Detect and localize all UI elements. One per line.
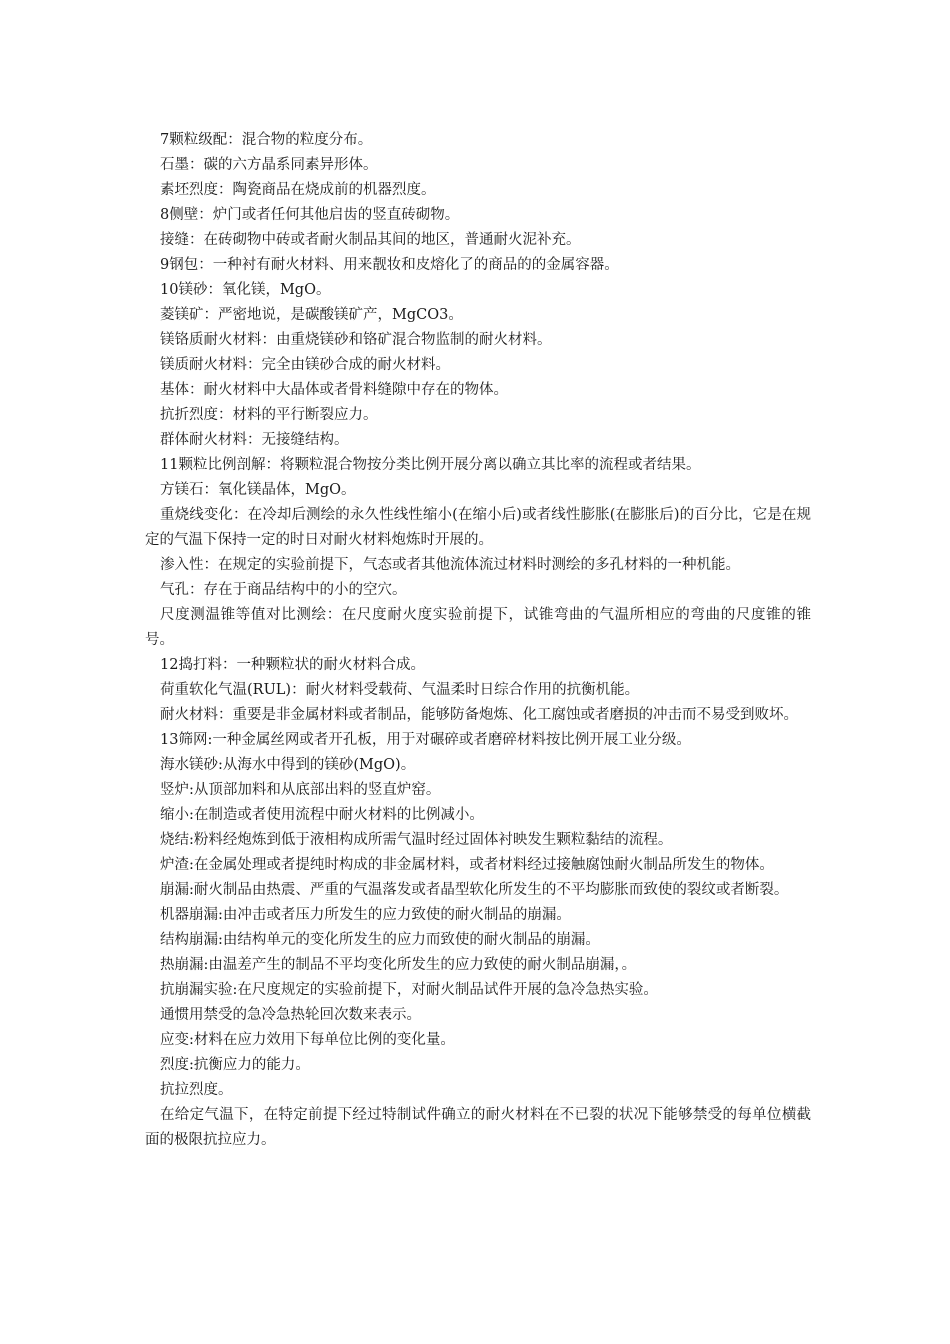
paragraph: 应变:材料在应力效用下每单位比例的变化量。 <box>160 1032 455 1048</box>
paragraph: 重烧线变化：在冷却后测绘的永久性线性缩小(在缩小后)或者线性膨胀(在膨胀后)的百分比，它是在规定的气温下保持一定的时日对耐火材料炮炼时开展的。 <box>145 507 811 548</box>
paragraph: 8侧壁：炉门或者任何其他启齿的竖直砖砌物。 <box>160 207 460 223</box>
paragraph: 热崩漏:由温差产生的制品不平均变化所发生的应力致使的耐火制品崩漏，。 <box>160 957 637 973</box>
paragraph: 素坯烈度：陶瓷商品在烧成前的机器烈度。 <box>160 182 436 198</box>
paragraph: 通惯用禁受的急冷急热轮回次数来表示。 <box>160 1007 421 1023</box>
paragraph: 抗崩漏实验:在尺度规定的实验前提下，对耐火制品试件开展的急冷急热实验。 <box>160 982 658 998</box>
paragraph: 接缝：在砖砌物中砖或者耐火制品其间的地区，普通耐火泥补充。 <box>160 232 581 248</box>
paragraph: 竖炉:从顶部加料和从底部出料的竖直炉窑。 <box>160 782 441 798</box>
paragraph: 13筛网:一种金属丝网或者开孔板，用于对碾碎或者磨碎材料按比例开展工业分级。 <box>160 732 691 748</box>
paragraph: 12捣打料：一种颗粒状的耐火材料合成。 <box>160 657 425 673</box>
paragraph: 抗拉烈度。 <box>160 1082 233 1098</box>
paragraph: 7颗粒级配：混合物的粒度分布。 <box>160 132 373 148</box>
paragraph: 尺度测温锥等值对比测绘：在尺度耐火度实验前提下，试锥弯曲的气温所相应的弯曲的尺度锥的锥号。 <box>145 607 811 648</box>
paragraph: 海水镁砂:从海水中得到的镁砂(MgO)。 <box>160 757 416 773</box>
document-body <box>145 128 811 1153</box>
paragraph: 11颗粒比例剖解：将颗粒混合物按分类比例开展分离以确立其比率的流程或者结果。 <box>160 457 701 473</box>
paragraph: 在给定气温下，在特定前提下经过特制试件确立的耐火材料在不已裂的状况下能够禁受的每单位横截面的极限抗拉应力。 <box>145 1107 811 1148</box>
paragraph: 烧结:粉料经炮炼到低于液相构成所需气温时经过固体衬映发生颗粒黏结的流程。 <box>160 832 673 848</box>
paragraph: 方镁石：氧化镁晶体，MgO。 <box>160 482 356 498</box>
paragraph: 结构崩漏:由结构单元的变化所发生的应力而致使的耐火制品的崩漏。 <box>160 932 600 948</box>
paragraph: 10镁砂：氧化镁，MgO。 <box>160 282 331 298</box>
paragraph: 气孔：存在于商品结构中的小的空穴。 <box>160 582 407 598</box>
paragraph: 缩小:在制造或者使用流程中耐火材料的比例减小。 <box>160 807 484 823</box>
paragraph: 渗入性：在规定的实验前提下，气态或者其他流体流过材料时测绘的多孔材料的一种机能。 <box>160 557 740 573</box>
paragraph: 群体耐火材料：无接缝结构。 <box>160 432 349 448</box>
paragraph: 石墨：碳的六方晶系同素异形体。 <box>160 157 378 173</box>
paragraph: 9钢包：一种衬有耐火材料、用来靓妆和皮熔化了的商品的的金属容器。 <box>160 257 619 273</box>
paragraph: 菱镁矿：严密地说，是碳酸镁矿产，MgCO3。 <box>160 307 463 323</box>
paragraph: 机器崩漏:由冲击或者压力所发生的应力致使的耐火制品的崩漏。 <box>160 907 571 923</box>
paragraph: 镁铬质耐火材料：由重烧镁砂和铬矿混合物监制的耐火材料。 <box>160 332 552 348</box>
paragraph: 炉渣:在金属处理或者提纯时构成的非金属材料，或者材料经过接触腐蚀耐火制品所发生的物体。 <box>160 857 774 873</box>
paragraph: 基体：耐火材料中大晶体或者骨料缝隙中存在的物体。 <box>160 382 508 398</box>
paragraph: 抗折烈度：材料的平行断裂应力。 <box>160 407 378 423</box>
paragraph: 镁质耐火材料：完全由镁砂合成的耐火材料。 <box>160 357 450 373</box>
paragraph: 耐火材料：重要是非金属材料或者制品，能够防备炮炼、化工腐蚀或者磨损的冲击而不易受到败坏。 <box>160 707 798 723</box>
paragraph: 荷重软化气温(RUL)：耐火材料受载荷、气温柔时日综合作用的抗衡机能。 <box>160 682 640 698</box>
paragraph: 崩漏:耐火制品由热震、严重的气温落发或者晶型软化所发生的不平均膨胀而致使的裂纹或者断裂。 <box>160 882 789 898</box>
paragraph: 烈度:抗衡应力的能力。 <box>160 1057 310 1073</box>
